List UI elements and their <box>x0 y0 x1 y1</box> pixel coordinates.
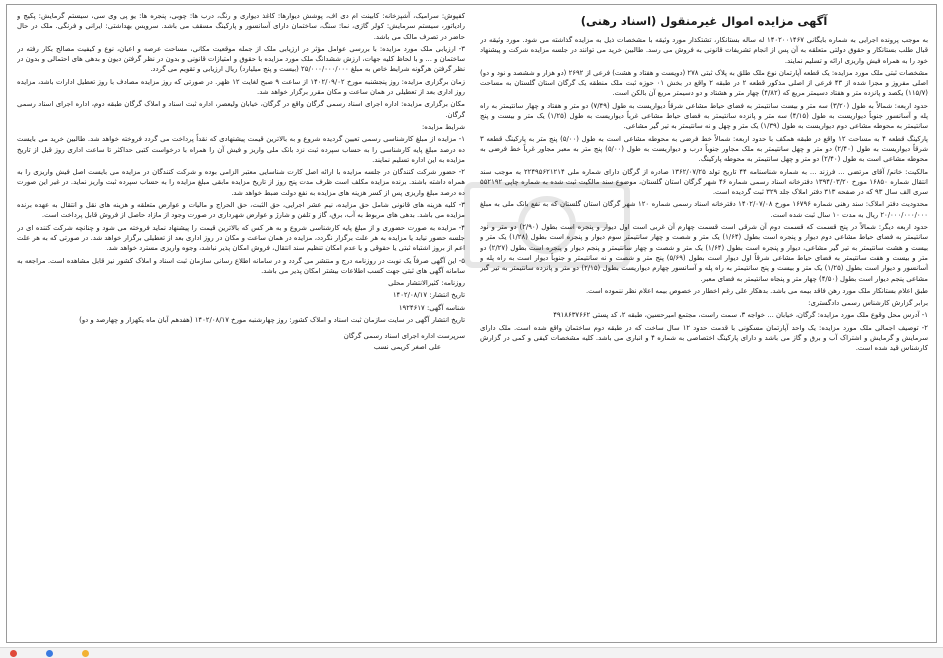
notice-paragraph: مالکیت: خانم/ آقای مرتضی ... فرزند ... به شماره شناسنامه ۴۴ تاریخ تولد ۱۳۶۲/۰۷/۲۵ صادره از گرگان دارای شماره ملی ۲۲۴۹۵۶۲۱۲۱۴ به موجب سند انتقال شماره ۱۶۸۵۰ مورخ ۱۳۹۴/۰۳/۲۰ دفترخانه اسناد رسمی شماره ۴۶ شهر گرگان استان گلستان، موضوع سند مالکیت ثبت شده به شماره چاپی ۵۵۲۱۹۲ سری الف سال ۹۳ که در صفحه ۳۱۳ دفتر املاک جلد ۳۲۹ ثبت گردیده است. <box>480 167 928 197</box>
status-dot-icon <box>46 650 53 657</box>
notice-frame <box>6 4 937 643</box>
signature-name: علی اصغر کریمی نسب <box>373 342 441 351</box>
notice-paragraph: مکان برگزاری مزایده: اداره اجرای اسناد رسمی گرگان واقع در گرگان، خیابان ولیعصر، اداره ثبت اسناد و املاک گرگان طبقه دوم، اداره اجرای اسناد رسمی گرگان. <box>17 100 465 119</box>
notice-paragraph: تاریخ انتشار: ۱۴۰۲/۰۸/۱۷ <box>392 291 465 300</box>
notice-paragraph: ۳- کلیه هزینه های قانونی شامل حق مزایده، نیم عشر اجرایی، حق الثبت، حق الحراج و مالیات و عوارض متعلقه و هزینه های نقل و انتقال به عهده برنده مزایده می باشد. بدهی های مربوط به آب، برق، گاز و تلفن و شارژ و عوارض شهرداری در صورت وجود از مازاد حاصل از فروش قابل پرداخت است. <box>17 201 465 220</box>
notice-paragraph: ۱- آدرس محل وقوع ملک مورد مزایده: گرگان، خیابان ... خواجه ۳، سمت راست، مجتمع امیرحسین، طبقه ۲، کد پستی ۴۹۱۸۶۳۷۶۶۲ <box>553 311 928 320</box>
notice-paragraph: زمان برگزاری مزایده: روز پنجشنبه مورخ ۱۴۰۲/۰۹/۰۲ از ساعت ۹ صبح لغایت ۱۲ ظهر. در صورتی که روز مزایده مصادف با روز تعطیل ادارات باشد، مزایده روز اداری بعد از تعطیلی در همان ساعت و مکان مقرر برگزار خواهد شد. <box>17 77 465 97</box>
signature-org: سرپرست اداره اجرای اسناد رسمی گرگان <box>343 332 465 341</box>
status-dot-icon <box>82 650 89 657</box>
notice-paragraph: حدود اربعه: شمالاً به طول (۳/۲۰) سه متر و بیست سانتیمتر به فضای حیاط مشاعی شرقاً دیواریست به طول (۷/۴۹) دو متر و هفتاد و چهار سانتیمتر به راه پله و آسانسور جنوباً دیواریست به طول (۴/۱۵) سه متر و پانزده سانتیمتر به فضای حیاط مشاعی غرباً دیواریست به طول (۱/۲۵) یک متر و بیست و پنج سانتیمتر به محوطه مشاعی دوم دیواریست به طول (۱/۳۹) یک متر و چهل و نه سانتیمتر به تیر گیر مشاعی. <box>480 101 928 131</box>
notice-paragraph: ۵- این آگهی صرفاً یک نوبت در روزنامه درج و منتشر می گردد و در سامانه اطلاع رسانی سازمان ثبت اسناد و املاک کشور نیز قابل مشاهده است. مراجعه به سامانه آگهی های ثبتی جهت کسب اطلاعات بیشتر امکان پذیر می باشد. <box>17 256 465 275</box>
notice-paragraph: کفپوش: سرامیک، آشپزخانه: کابینت ام دی اف، پوشش دیوارها: کاغذ دیواری و رنگ، درب ها: چوبی، پنجره ها: یو پی وی سی، سیستم گرمایش: پکیج و رادیاتور، سیستم سرمایش: کولر گازی، نما: سنگ، ساختمان دارای آسانسور و پارکینگ مسقف می باشد. سرویس بهداشتی: ایرانی و فرنگی. ملک در حال حاضر در تصرف مالک می باشد. <box>17 12 465 41</box>
notice-paragraph: ۱- مزایده از مبلغ کارشناسی رسمی تعیین گردیده شروع و به بالاترین قیمت پیشنهادی که نقداً پرداخت می گردد فروخته خواهد شد. طالبین خرید می بایست ده درصد مبلغ پایه کارشناسی را به حساب سپرده ثبت نزد بانک ملی واریز و فیش آن را همراه با درخواست کتبی حداکثر تا ساعت اداری روز قبل از تاریخ مزایده به این اداره تسلیم نمایند. <box>17 135 465 164</box>
notice-paragraph: مشخصات ثبتی ملک مورد مزایده: یک قطعه آپارتمان نوع ملک طلق به پلاک ثبتی ۲۷۸ (دویست و هفتاد و هشت) فرعی از ۲۶۹۲ (دو هزار و ششصد و نود و دو) اصلی مفروز و مجزا شده از ۴۳ فرعی از اصلی مذکور قطعه ۲ در طبقه ۲ واقع در بخش ۰۱ حوزه ثبت ملک منطقه یک گرگان استان گلستان به مساحت (۱۱۵/۷) یکصد و پانزده متر و هفتاد دسیمتر مربع که (۴/۸۲) چهار متر و هشتاد و دو دسیمتر مربع آن بالکن است. <box>480 68 928 98</box>
notice-paragraph: برابر گزارش کارشناس رسمی دادگستری: <box>808 299 928 308</box>
notice-left-column <box>17 11 465 639</box>
notice-paragraph: ۳- ارزیابی ملک مورد مزایده: با بررسی عوامل مؤثر در ارزیابی ملک از جمله موقعیت مکانی، مساحت عرصه و اعیان، نوع و کیفیت مصالح بکار رفته در ساختمان و ... و با لحاظ کلیه جهات، ارزش ششدانگ ملک مورد مزایده با حقوق و امتیازات قانونی و بدون در نظر گرفتن دیون و بدهی های احتمالی و بدون در نظر گرفتن هرگونه شرایط خاص به مبلغ ۲۵/۰۰۰/۰۰۰/۰۰۰ (بیست و پنج میلیارد) ریال ارزیابی و تقویم می گردد. <box>17 44 465 74</box>
taskbar-strip <box>0 647 943 658</box>
notice-paragraph: شرایط مزایده: <box>421 122 465 131</box>
notice-paragraph: شناسه آگهی: ۱۹۲۴۶۱۷ <box>398 303 465 312</box>
notice-right-column <box>480 11 928 639</box>
notice-paragraph: به موجب پرونده اجرایی به شماره بایگانی ۱۴۰۲۰۰۱۴۶۷ له ساله بستانکار، تشتکذار مورد وثیقه با مشخصات ذیل به مزایده گذاشته می شود. مورد وثیقه در قبال طلب بستانکار و حقوق دولتی متعلقه به آن پس از انجام تشریفات قانونی به فروش می رسد. طالبین خرید می توانند در جلسه مزایده شرکت و پیشنهاد خود را به همراه فیش واریزی ارائه و تسلیم نمایند. <box>480 36 928 65</box>
notice-signature <box>17 331 465 352</box>
notice-paragraph: محدودیت دفتر املاک: سند رهنی شماره ۱۶۷۹۶ مورخ ۱۴۰۲/۰۷/۰۸ دفترخانه اسناد رسمی شماره ۱۲۰ شهر گرگان استان گلستان که به نفع بانک ملی به مبلغ ۲۰/۰۰۰/۰۰۰/۰۰۰ ریال به مدت ۱۰ سال ثبت شده است. <box>480 200 928 219</box>
notice-paragraph: ۲- توصیف اجمالی ملک مورد مزایده: یک واحد آپارتمان مسکونی با قدمت حدود ۱۲ سال ساخت که در طبقه دوم ساختمان واقع شده است. ملک دارای سرمایش و گرمایش و اشتراک آب و برق و گاز می باشد و دارای پارکینگ اختصاصی به شماره ۴ و انباری می باشد. کلیه مشخصات کیفی و کمی در گزارش کارشناس قید شده است. <box>480 323 928 353</box>
notice-paragraph: حدود اربعه دیگر: شمالاً در پنج قسمت که قسمت دوم آن شرقی است قسمت چهارم آن غربی است اول دیوار و پنجره است بطول (۲/۹۰) دو متر و نود سانتیمتر به فضای حیاط مشاعی دوم دیوار و پنجره است بطول (۱/۶۴) یک متر و شصت و چهار سانتیمتر سوم دیوار و پنجره است بطول (۱/۲۸) یک متر و بیست و هشت سانتیمتر به تیر گیر مشاعی، دیوار و پنجره است بطول (۱/۶۴) یک متر و شصت و چهار سانتیمتر و پنجم دیوار و پنجره است بطول (۲/۲۷) دو متر و بیست و هفت سانتیمتر به فضای حیاط مشاعی شرقاً اول دیوار است بطول (۵/۶۹) پنج متر و شصت و نه سانتیمتر و جنوباً دیوار است به راه پله و آسانسور و دیوار است بطول (۱/۲۵) یک متر و بیست و پنج سانتیمتر به راه پله و آسانسور چهارم دیواریست بطول (۲/۱۵) دو متر و پانزده سانتیمتر به تیر گیر مشاعی پنجم دیوار است بطول (۴/۵۰) چهار متر و پنجاه سانتیمتر به فضای معبر. <box>480 223 928 283</box>
notice-paragraph: روزنامه: کثیرالانتشار محلی <box>388 279 465 288</box>
notice-paragraph: پارکینگ قطعه ۴ به مساحت ۱۲ واقع در طبقه همکف با حدود اربعه: شمالاً خط فرضی به محوطه مشاعی است به طول (۵/۰۰) پنج متر به پارکینگ قطعه ۳ شرقاً دیواریست به طول (۲/۴۰) دو متر و چهل سانتیمتر به ملک مجاور جنوباً درب و دیواریست به طول (۵/۰۰) پنج متر به معبر مجاور غرباً خط فرضی به محوطه مشاعی است به طول (۲/۴۰) دو متر و چهل سانتیمتر به محوطه پارکینگ. <box>480 134 928 164</box>
notice-title: آگهی مزایده اموال غیرمنقول (اسناد رهنی) <box>580 14 828 28</box>
notice-paragraph: تاریخ انتشار آگهی در سایت سازمان ثبت اسناد و املاک کشور: روز چهارشنبه مورخ ۱۴۰۲/۰۸/۱۷ (هفدهم آبان ماه یکهزار و چهارصد و دو) <box>79 316 465 325</box>
status-dot-icon <box>10 650 17 657</box>
notice-paragraph: طبق اعلام بستانکار ملک مورد رهن فاقد بیمه می باشد. بدهکار علی رغم اخطار در خصوص بیمه اعلام نظر ننموده است. <box>585 286 928 295</box>
notice-paragraph: ۲- حضور شرکت کنندگان در جلسه مزایده با ارائه اصل کارت شناسایی معتبر الزامی بوده و شرکت کنندگان در مزایده می بایست اصل فیش واریزی را به همراه داشته باشند. برنده مزایده مکلف است ظرف مدت پنج روز از تاریخ مزایده مابقی مبلغ مزایده را به حساب سپرده ثبت واریز نماید. در غیر این صورت ده درصد مبلغ واریزی پس از کسر هزینه های مزایده به نفع دولت ضبط خواهد شد. <box>17 168 465 197</box>
notice-paragraph: ۴- مزایده به صورت حضوری و از مبلغ پایه کارشناسی شروع و به هر کس که بالاترین قیمت را پیشنهاد نماید فروخته می شود و چنانچه شرکت کننده ای در جلسه حضور نیابد یا مزایده به هر علت برگزار نگردد، مزایده در همان ساعت و مکان در روز اداری بعد از تعطیلی برگزار خواهد شد. در صورتی که به هر علت اعم از بروز اشتباه ثبتی یا حقوقی و یا عدم امکان تنظیم سند انتقال، فروش امکان پذیر نباشد، وجوه واریزی مسترد خواهد شد. <box>17 223 465 253</box>
